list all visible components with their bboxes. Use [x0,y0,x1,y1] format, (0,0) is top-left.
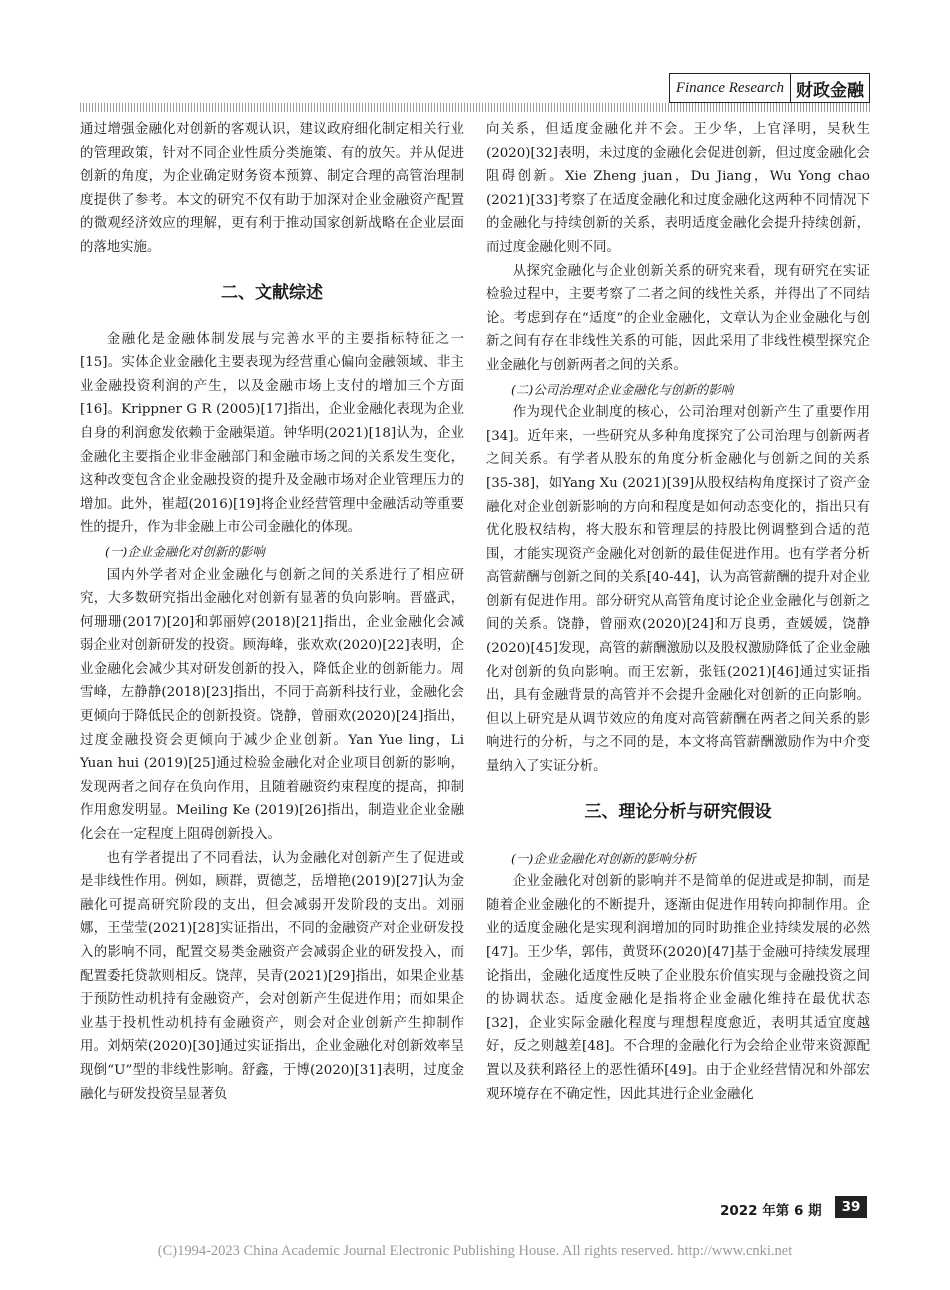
section-2-heading: 二、文献综述 [221,282,323,303]
paragraph: 金融化是金融体制发展与完善水平的主要指标特征之一[15]。实体企业金融化主要表现为经营重心偏向金融领域、非主业金融投资利润的产生，以及金融市场上支付的增加三个方面[16]。Krippner G R (2005)[17]指出，企业金融化表现为企业自身的利润愈发依赖于金融渠道。钟华明(2021)[18]认为，企业金融化主要指企业非金融部门和金融市场之间的关系发生变化，这种改变包含企业金融投资的提升及金融市场对企业管理压力的增加。此外，崔超(2016)[19]将企业经营管理中金融活动等重要性的提升，作为非金融上市公司金融化的体现。 [80,331,464,536]
paragraph-continuation: 向关系，但适度金融化并不会。王少华，上官泽明，吴秋生(2020)[32]表明，未过度的金融化会促进创新，但过度金融化会阻碍创新。Xie Zheng juan，Du Jiang，Wu Yong chao (2021)[33]考察了在适度金融化和过度金融化这两种不同情况下的金融化与持续创新的关系，表明适度金融化会提升持续创新，而过度金融化则不同。 [486,122,870,255]
subsection-heading: (一)企业金融化对创新的影响 [105,543,265,559]
header-divider [80,103,870,112]
subsection-heading: (二)公司治理对企业金融化与创新的影响 [511,381,734,397]
paragraph: 企业金融化对创新的影响并不是简单的促进或是抑制，而是随着企业金融化的不断提升，逐渐由促进作用转向抑制作用。企业的适度金融化是实现利润增加的同时助推企业持续发展的必然[47]。王少华，郭伟，黄贤环(2020)[47]基于金融可持续发展理论指出，金融化适度性反映了企业股东价值实现与金融投资之间的协调状态。适度金融化是指将企业金融化维持在最优状态[32]，企业实际金融化程度与理想程度愈近，表明其适宜度越好，反之则越差[48]。不合理的金融化行为会给企业带来资源配置以及获利路径上的恶性循环[49]。由于企业经营情况和外部宏观环境存在不确定性，因此其进行企业金融化 [486,874,870,1102]
journal-section-cn: 财政金融 [796,80,864,101]
page-number: 39 [835,1196,867,1218]
left-column [80,118,464,1106]
copyright-notice: (C)1994-2023 China Academic Journal Electronic Publishing House. All rights reserved. http://www.cnki.net [157,1243,793,1259]
paragraph: 从探究金融化与企业创新关系的研究来看，现有研究在实证检验过程中，主要考察了二者之间的线性关系，并得出了不同结论。考虑到存在“适度”的企业金融化，文章认为企业金融化与创新之间有存在非线性关系的可能，因此采用了非线性模型探究企业金融化与创新两者之间的关系。 [486,263,870,373]
subsection-heading: (一)企业金融化对创新的影响分析 [511,850,696,866]
paragraph: 也有学者提出了不同看法，认为金融化对创新产生了促进或是非线性作用。例如，顾群，贾德芝，岳增艳(2019)[27]认为金融化可提高研究阶段的支出，但会减弱开发阶段的支出。刘丽娜，王莹莹(2021)[28]实证指出，不同的金融资产对企业研发投入的影响不同，配置交易类金融资产会减弱企业的研发投入，而配置委托贷款则相反。饶萍，吴青(2021)[29]指出，如果企业基于预防性动机持有金融资产，会对创新产生促进作用；而如果企业基于投机性动机持有金融资产，则会对企业创新产生抑制作用。刘炳荣(2020)[30]通过实证指出，企业金融化对创新效率呈现倒“U”型的非线性影响。舒鑫，于博(2020)[31]表明，过度金融化与研发投资呈显著负 [80,850,464,1102]
section-3-heading: 三、理论分析与研究假设 [584,801,772,822]
issue-label: 2022 年第 6 期 [720,1203,822,1219]
paragraph: 作为现代企业制度的核心，公司治理对创新产生了重要作用[34]。近年来，一些研究从多种角度探究了公司治理与创新两者之间关系。有学者从股东的角度分析金融化与创新之间的关系[35-38]，如Yang Xu (2021)[39]从股权结构角度探讨了资产金融化对企业创新影响的方向和程度是如何动态变化的，指出只有优化股权结构，将大股东和管理层的持股比例调整到合适的范围，才能实现资产金融化对创新的最佳促进作用。也有学者分析高管薪酬与创新之间的关系[40-44]，认为高管薪酬的提升对企业创新有促进作用。部分研究从高管角度讨论企业金融化与创新之间的关系。饶静，曾丽欢(2020)[24]和万良勇，查媛媛，饶静(2020)[45]发现，高管的薪酬激励以及股权激励降低了企业金融化对创新的负向影响。而王宏新，张钰(2021)[46]通过实证指出，具有金融背景的高管并不会提升金融化对创新的正向影响。但以上研究是从调节效应的角度对高管薪酬在两者之间关系的影响进行的分析，与之不同的是，本文将高管薪酬激励作为中介变量纳入了实证分析。 [486,405,870,775]
intro-continuation: 通过增强金融化对创新的客观认识，建议政府细化制定相关行业的管理政策，针对不同企业性质分类施策、有的放矢。并从促进创新的角度，为企业确定财务资本预算、制定合理的高管治理制度提供了参考。本文的研究不仅有助于加深对企业金融资产配置的微观经济效应的理解，更有利于推动国家创新战略在企业层面的落地实施。 [80,122,464,255]
journal-name-en: Finance Research [670,74,791,102]
right-column [486,118,870,1106]
paragraph: 国内外学者对企业金融化与创新之间的关系进行了相应研究，大多数研究指出金融化对创新有显著的负向影响。晋盛武，何珊珊(2017)[20]和郭丽婷(2018)[21]指出，企业金融化会减弱企业对创新研发的投资。顾海峰，张欢欢(2020)[22]表明，企业金融化会减少其对研发创新的投入，降低企业的创新能力。周雪峰，左静静(2018)[23]指出，不同于高新科技行业，金融化会更倾向于降低民企的创新投资。饶静，曾丽欢(2020)[24]指出，过度金融投资会更倾向于减少企业创新。Yan Yue ling，Li Yuan hui (2019)[25]通过检验金融化对企业项目创新的影响，发现两者之间存在负向作用，且随着融资约束程度的提高，抑制作用愈发明显。Meiling Ke (2019)[26]指出，制造业企业金融化会在一定程度上阻碍创新投入。 [80,567,464,843]
journal-header [669,73,870,103]
